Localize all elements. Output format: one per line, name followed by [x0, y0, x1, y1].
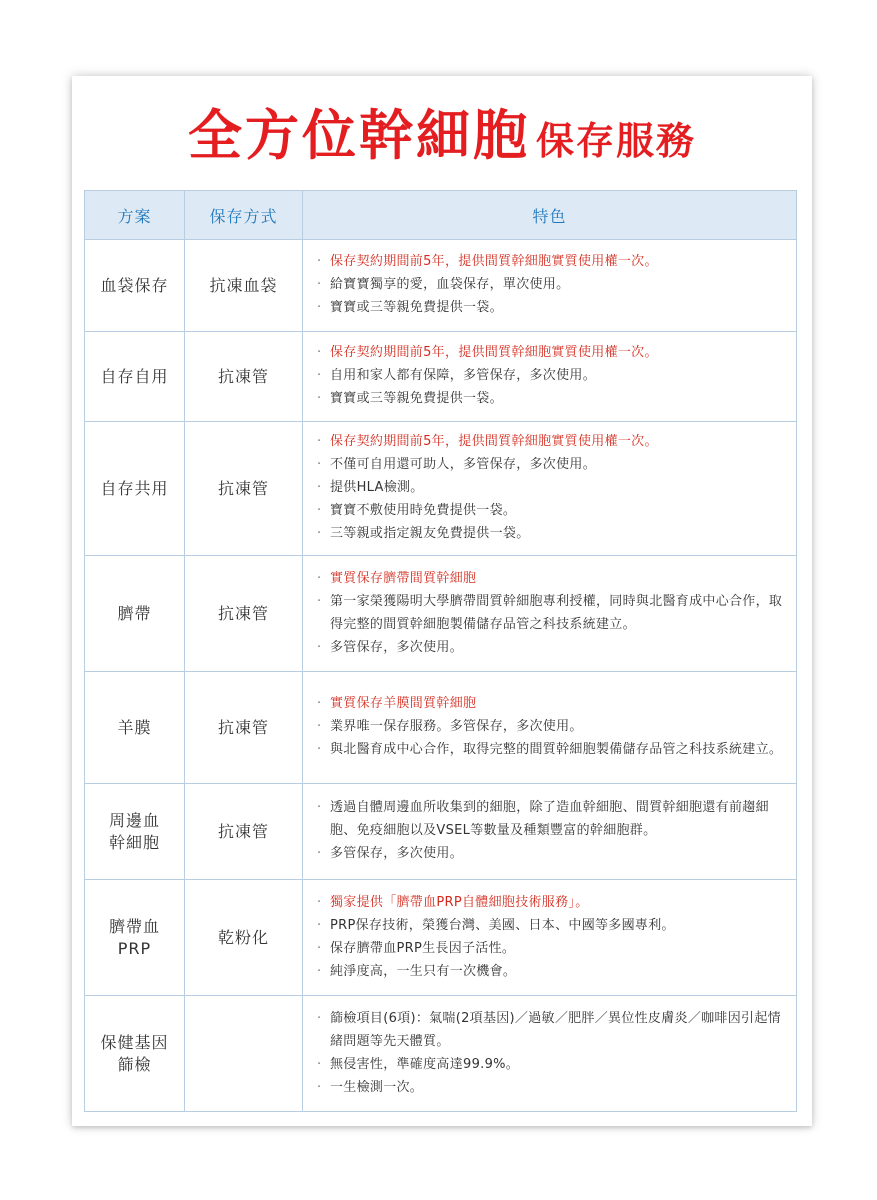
feature-highlight: · 實質保存羊膜間質幹細胞	[317, 692, 786, 715]
plan-name: 自存共用	[85, 422, 185, 556]
table-row	[85, 672, 797, 784]
feature-item: · 透過自體周邊血所收集到的細胞，除了造血幹細胞、間質幹細胞還有前趨細胞、免疫細胞以及VSEL等數量及種類豐富的幹細胞群。	[317, 796, 786, 842]
table-row	[85, 556, 797, 672]
feature-item: · 純淨度高，一生只有一次機會。	[317, 960, 786, 983]
table-row	[85, 332, 797, 422]
table-row	[85, 784, 797, 880]
storage-method	[185, 996, 303, 1112]
title-sub: 保存服務	[535, 119, 696, 163]
title-main: 全方位幹細胞	[187, 104, 530, 167]
features-cell	[303, 240, 797, 332]
table-row	[85, 240, 797, 332]
plans-table	[84, 190, 797, 1112]
feature-item: · 寶寶或三等親免費提供一袋。	[317, 296, 786, 319]
feature-item: · 篩檢項目(6項)：氣喘(2項基因)／過敏／肥胖／異位性皮膚炎／咖啡因引起情緒問題等先天體質。	[317, 1007, 786, 1053]
header-plan: 方案	[85, 191, 185, 240]
table-row	[85, 422, 797, 556]
storage-method: 抗凍血袋	[185, 240, 303, 332]
feature-item: · 自用和家人都有保障，多管保存，多次使用。	[317, 364, 786, 387]
feature-item: · 寶寶不敷使用時免費提供一袋。	[317, 499, 786, 522]
table-row	[85, 880, 797, 996]
table-row	[85, 996, 797, 1112]
features-cell	[303, 556, 797, 672]
plan-name: 保健基因 篩檢	[85, 996, 185, 1112]
storage-method: 抗凍管	[185, 784, 303, 880]
feature-item: · 與北醫育成中心合作，取得完整的間質幹細胞製備儲存品管之科技系統建立。	[317, 738, 786, 761]
features-cell	[303, 672, 797, 784]
feature-item: · PRP保存技術，榮獲台灣、美國、日本、中國等多國專利。	[317, 914, 786, 937]
plan-name: 周邊血 幹細胞	[85, 784, 185, 880]
feature-item: · 業界唯一保存服務。多管保存，多次使用。	[317, 715, 786, 738]
plan-name: 羊膜	[85, 672, 185, 784]
table-body	[85, 240, 797, 1112]
header-features: 特色	[303, 191, 797, 240]
storage-method: 抗凍管	[185, 556, 303, 672]
feature-highlight: · 獨家提供「臍帶血PRP自體細胞技術服務」。	[317, 891, 786, 914]
table-header-row	[85, 191, 797, 240]
feature-item: · 三等親或指定親友免費提供一袋。	[317, 522, 786, 545]
feature-highlight: · 保存契約期間前5年，提供間質幹細胞實質使用權一次。	[317, 250, 786, 273]
storage-method: 抗凍管	[185, 332, 303, 422]
plan-name: 臍帶	[85, 556, 185, 672]
plan-name: 自存自用	[85, 332, 185, 422]
feature-item: · 一生檢測一次。	[317, 1076, 786, 1099]
feature-item: · 第一家榮獲陽明大學臍帶間質幹細胞專利授權，同時與北醫育成中心合作，取得完整的間質幹細胞製備儲存品管之科技系統建立。	[317, 590, 786, 636]
feature-item: · 不僅可自用還可助人，多管保存，多次使用。	[317, 453, 786, 476]
feature-highlight: · 保存契約期間前5年，提供間質幹細胞實質使用權一次。	[317, 341, 786, 364]
feature-item: · 多管保存，多次使用。	[317, 842, 786, 865]
features-cell	[303, 880, 797, 996]
storage-method: 抗凍管	[185, 672, 303, 784]
feature-item: · 保存臍帶血PRP生長因子活性。	[317, 937, 786, 960]
feature-item: · 寶寶或三等親免費提供一袋。	[317, 387, 786, 410]
feature-highlight: · 保存契約期間前5年，提供間質幹細胞實質使用權一次。	[317, 430, 786, 453]
feature-highlight: · 實質保存臍帶間質幹細胞	[317, 567, 786, 590]
features-cell	[303, 784, 797, 880]
feature-item: · 給寶寶獨享的愛，血袋保存，單次使用。	[317, 273, 786, 296]
page-title	[72, 96, 812, 176]
storage-method: 乾粉化	[185, 880, 303, 996]
service-card	[72, 76, 812, 1126]
header-method: 保存方式	[185, 191, 303, 240]
feature-item: · 多管保存，多次使用。	[317, 636, 786, 659]
plan-name: 臍帶血 PRP	[85, 880, 185, 996]
plan-name: 血袋保存	[85, 240, 185, 332]
storage-method: 抗凍管	[185, 422, 303, 556]
features-cell	[303, 422, 797, 556]
feature-item: · 無侵害性，準確度高達99.9%。	[317, 1053, 786, 1076]
features-cell	[303, 332, 797, 422]
features-cell	[303, 996, 797, 1112]
feature-item: · 提供HLA檢測。	[317, 476, 786, 499]
